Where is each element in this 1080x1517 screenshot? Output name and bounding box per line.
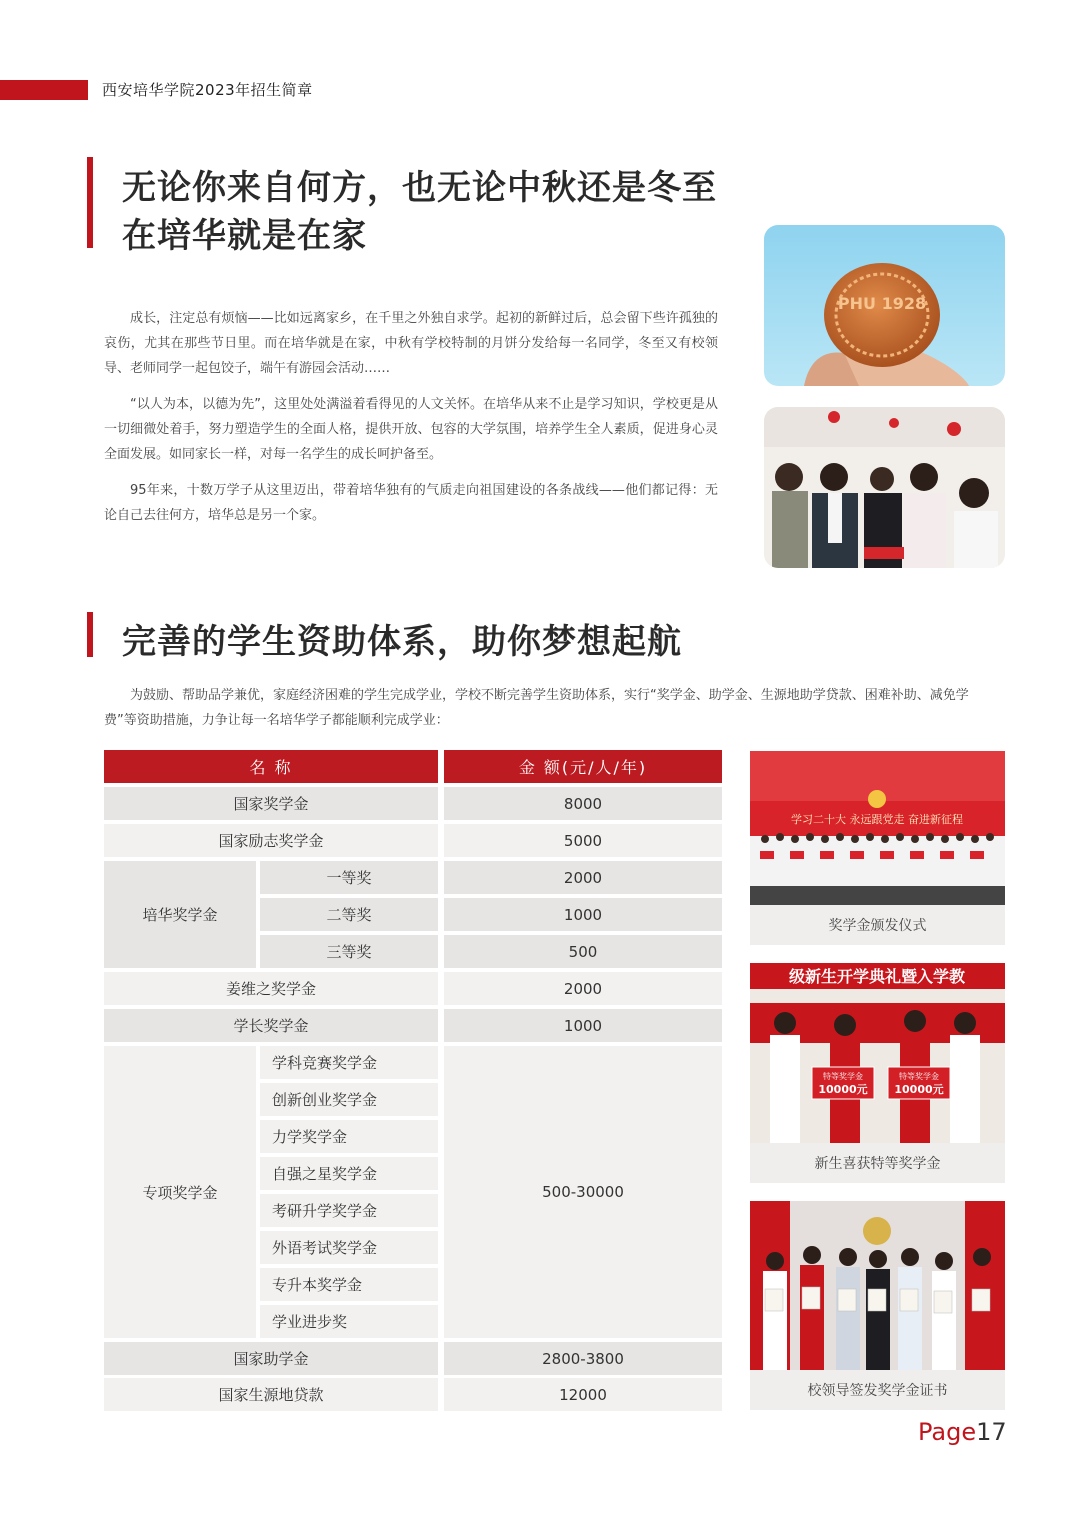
table-header-amount: 金 额(元/人/年) [444, 750, 722, 783]
table-subrow-name: 外语考试奖学金 [260, 1231, 438, 1264]
table-row-name: 国家生源地贷款 [104, 1378, 438, 1411]
certificate-photo [750, 1201, 1005, 1370]
page-number [918, 1418, 1007, 1446]
header-accent-bar [0, 80, 88, 100]
table-subrow-name: 力学奖学金 [260, 1120, 438, 1153]
table-subrow-name: 学科竞赛奖学金 [260, 1046, 438, 1079]
page-number-value: 17 [976, 1418, 1007, 1446]
caption-certificate: 校领导签发奖学金证书 [750, 1370, 1005, 1410]
sign-2-line2: 10000元 [894, 1083, 944, 1096]
table-row-amount: 1000 [444, 1009, 722, 1042]
table-row-amount: 5000 [444, 824, 722, 857]
table-subrow-name: 一等奖 [260, 861, 438, 894]
section1-paragraph-3: 95年来，十数万学子从这里迈出，带着培华独有的气质走向祖国建设的各条战线——他们都记得：无论自己去往何方，培华总是另一个家。 [104, 483, 718, 523]
table-row-name: 国家励志奖学金 [104, 824, 438, 857]
section1-title-line2: 在培华就是在家 [122, 216, 367, 256]
table-row-amount: 2800-3800 [444, 1342, 722, 1375]
section1-title-line1: 无论你来自何方，也无论中秋还是冬至 [122, 168, 717, 208]
header-title: 西安培华学院2023年招生简章 [102, 81, 313, 99]
table-row-amount: 500 [444, 935, 722, 968]
table-row-name: 姜维之奖学金 [104, 972, 438, 1005]
section1-paragraph-2: “以人为本，以德为先”，这里处处满溢着看得见的人文关怀。在培华从来不止是学习知识，学校更是从一切细微处着手，努力塑造学生的全面人格，提供开放、包容的大学氛围，培养学生全人素质，促进身心灵全面发展。如同家长一样，对每一名学生的成长呵护备至。 [104, 397, 718, 462]
caption-special-scholarship: 新生喜获特等奖学金 [750, 1143, 1005, 1183]
table-subrow-name: 二等奖 [260, 898, 438, 931]
sign-2-line1: 特等奖学金 [899, 1072, 939, 1081]
table-row-name: 学长奖学金 [104, 1009, 438, 1042]
table-subrow-name: 创新创业奖学金 [260, 1083, 438, 1116]
special-scholarship-photo [750, 963, 1005, 1143]
sign-1-line1: 特等奖学金 [823, 1072, 863, 1081]
section2-intro: 为鼓励、帮助品学兼优，家庭经济困难的学生完成学业，学校不断完善学生资助体系，实行“奖学金、助学金、生源地助学贷款、困难补助、减免学费”等资助措施，力争让每一名培华学子都能顺利完成学业： [104, 688, 969, 728]
table-row-name: 国家助学金 [104, 1342, 438, 1375]
table-row-name: 国家奖学金 [104, 787, 438, 820]
table-subrow-name: 考研升学奖学金 [260, 1194, 438, 1227]
page-prefix: Page [918, 1418, 977, 1446]
table-group-name: 培华奖学金 [104, 861, 256, 968]
table-header-name: 名 称 [104, 750, 438, 783]
scholarship-ceremony-photo [750, 751, 1005, 905]
table-subrow-name: 学业进步奖 [260, 1305, 438, 1338]
mooncake-photo [764, 225, 1005, 386]
table-subrow-name: 专升本奖学金 [260, 1268, 438, 1301]
ceremony-banner-text: 学习二十大 永远跟党走 奋进新征程 [791, 813, 963, 826]
section2-marker [87, 612, 93, 657]
table-subrow-name: 三等奖 [260, 935, 438, 968]
table-subrow-name: 自强之星奖学金 [260, 1157, 438, 1190]
mooncake-stamp-text: PHU 1928 [837, 294, 927, 313]
dumpling-party-photo [764, 407, 1005, 568]
sign-1-line2: 10000元 [818, 1083, 868, 1096]
section2-title: 完善的学生资助体系，助你梦想起航 [122, 622, 682, 662]
table-row-amount: 12000 [444, 1378, 722, 1411]
scholarship-table [104, 750, 722, 1411]
table-group-name: 专项奖学金 [104, 1046, 256, 1338]
section1-marker [87, 157, 93, 248]
special-banner-text: 级新生开学典礼暨入学教 [788, 967, 966, 986]
section1-paragraph-1: 成长，注定总有烦恼——比如远离家乡，在千里之外独自求学。起初的新鲜过后，总会留下些许孤独的哀伤，尤其在那些节日里。而在培华就是在家，中秋有学校特制的月饼分发给每一名同学，冬至又有校领导、老师同学一起包饺子，端午有游园会活动…… [104, 311, 718, 376]
table-row-amount: 8000 [444, 787, 722, 820]
table-row-amount: 2000 [444, 972, 722, 1005]
table-row-amount: 2000 [444, 861, 722, 894]
table-row-amount: 500-30000 [444, 1046, 722, 1338]
table-row-amount: 1000 [444, 898, 722, 931]
caption-ceremony: 奖学金颁发仪式 [750, 905, 1005, 945]
